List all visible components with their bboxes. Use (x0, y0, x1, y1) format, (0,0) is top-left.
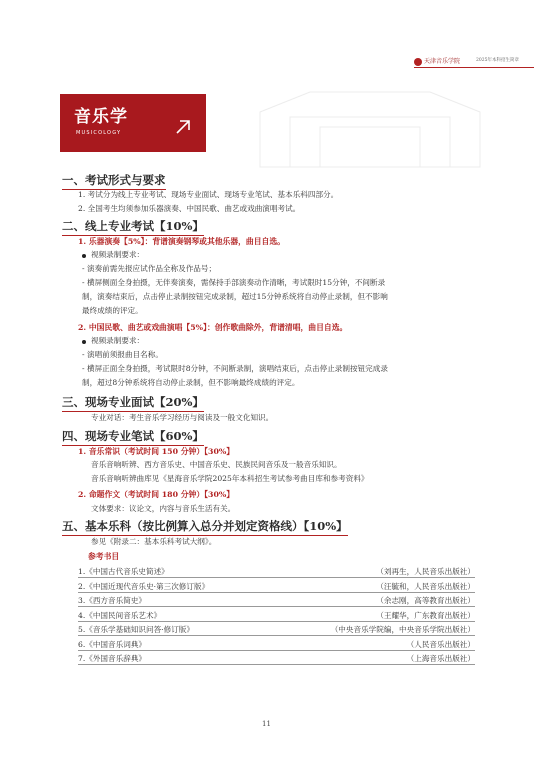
heading-interview: 三、现场专业面试【20%】 (62, 394, 204, 412)
book-divider (78, 621, 475, 622)
s4-sub1-line-1: 音乐音响听辨、西方音乐史、中国音乐史、民族民间音乐及一般音乐知识。 (91, 460, 342, 469)
page-number: 11 (262, 720, 271, 728)
heading-exam-format: 一、考试形式与要求 (62, 172, 166, 190)
book-divider (78, 635, 475, 636)
bullet-dot-icon (82, 254, 86, 258)
book-title: 5.《音乐学基础知识问答·修订版》 (78, 625, 194, 634)
arrow-up-right-icon (174, 118, 192, 136)
s2-sub1-bullet: 视频录制要求： (91, 250, 145, 259)
books-title: 参考书目 (88, 552, 120, 561)
s5-text: 参见《附录二：基本乐科考试大纲》。 (91, 537, 217, 546)
s4-sub1-line-2: 音乐音响听辨曲库见《星海音乐学院2025年本科招生考试参考曲目库和参考资料》 (91, 474, 369, 483)
s4-sub2: 2. 命题作文（考试时间 180 分钟）【30%】 (78, 490, 235, 499)
book-divider (78, 664, 475, 665)
book-publisher: （上海音乐出版社） (406, 654, 475, 663)
book-title: 6.《中国音乐词典》 (78, 639, 146, 649)
book-publisher: （中央音乐学院编，中央音乐学院出版社） (330, 625, 475, 634)
heading-basic-music: 五、基本乐科（按比例算入总分并划定资格线）【10%】 (62, 518, 348, 536)
book-title: 2.《中国近现代音乐史·第三次修订版》 (78, 581, 210, 591)
book-divider (78, 577, 475, 578)
section-title-box (60, 94, 206, 152)
book-publisher: （刘再生，人民音乐出版社） (376, 567, 475, 576)
s1-item-1: 1. 考试分为线上专业考试、现场专业面试、现场专业笔试、基本乐科四部分。 (78, 190, 339, 199)
book-publisher: （人民音乐出版社） (406, 639, 475, 649)
s2-sub2-bullet: 视频录制要求： (91, 336, 145, 345)
logo-text: 天津音乐学院 (424, 58, 461, 65)
logo-seal-icon (414, 58, 422, 66)
book-publisher: （汪毓和，人民音乐出版社） (376, 581, 475, 591)
header-logo (414, 56, 460, 66)
heading-online-exam: 二、线上专业考试【10%】 (62, 218, 204, 236)
s2-sub1-line-3: 制，演奏结束后，点击停止录制按钮完成录制，超过15分钟系统将自动停止录制，但不影响 (82, 292, 388, 301)
book-title: 3.《西方音乐简史》 (78, 596, 146, 605)
bullet-dot-icon (82, 340, 86, 344)
header-divider (414, 67, 534, 68)
s3-text: 专业对话：考生音乐学习经历与阅读及一般文化知识。 (91, 413, 274, 422)
book-publisher: （王耀华，广东教育出版社） (376, 610, 475, 620)
s1-item-2: 2. 全国考生均须参加乐器演奏、中国民歌、曲艺或戏曲演唱考试。 (78, 204, 301, 213)
book-publisher: （余志刚，高等教育出版社） (376, 596, 475, 605)
s2-sub1-line-1: - 演奏前需先报应试作品全称及作品号； (82, 264, 217, 273)
s4-sub1: 1. 音乐常识（考试时间 150 分钟）【30%】 (78, 447, 235, 456)
heading-written-exam: 四、现场专业笔试【60%】 (62, 428, 204, 446)
s2-sub1-line-4: 最终成绩的评定。 (82, 306, 143, 315)
book-title: 7.《外国音乐辞典》 (78, 654, 146, 663)
s2-sub2-line-1: - 演唱前须报曲目名称。 (82, 350, 163, 359)
section-subtitle: MUSICOLOGY (76, 130, 122, 136)
book-title: 4.《中国民间音乐艺术》 (78, 610, 162, 620)
book-divider (78, 606, 475, 607)
s2-sub2-line-2: - 横屏正面全身拍摄，考试限时8分钟，不间断录制，演唱结束后，点击停止录制按钮完成录 (82, 364, 388, 373)
header-right-text: 2025年本科招生简章 (476, 58, 519, 63)
s4-sub2-text: 文体要求：议论文，内容与音乐生活有关。 (91, 504, 236, 513)
s2-sub2: 2. 中国民歌、曲艺或戏曲演唱【5%】：创作歌曲除外，背谱清唱，曲目自选。 (78, 323, 348, 332)
building-watermark-icon (250, 72, 490, 172)
book-divider (78, 592, 475, 593)
s2-sub1-line-2: - 横屏侧面全身拍摄，无伴奏演奏，需保持手部演奏动作清晰，考试限时15分钟，不间断录 (82, 278, 386, 287)
s2-sub2-line-3: 制，超过8分钟系统将自动停止录制，但不影响最终成绩的评定。 (82, 378, 300, 387)
book-title: 1.《中国古代音乐史简述》 (78, 567, 169, 576)
s2-sub1: 1. 乐器演奏【5%】：背谱演奏钢琴或其他乐器，曲目自选。 (78, 237, 285, 246)
book-divider (78, 650, 475, 651)
section-title: 音乐学 (74, 107, 128, 127)
